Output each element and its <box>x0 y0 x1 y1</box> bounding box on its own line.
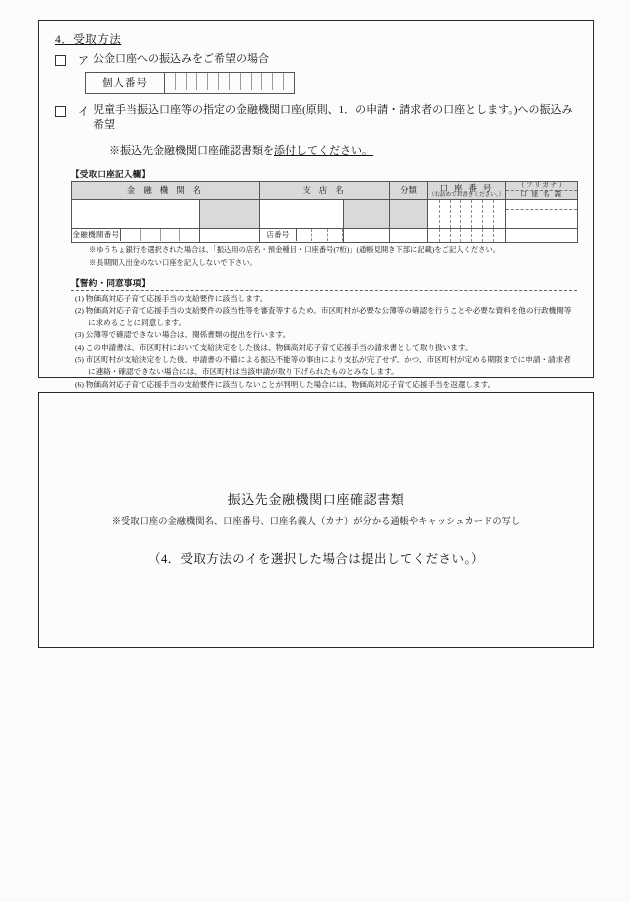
input-cell[interactable] <box>187 73 198 90</box>
input-cell[interactable] <box>180 229 199 241</box>
cell-bank-name-shaded <box>200 199 260 228</box>
cell-branch-name-input[interactable] <box>260 199 344 228</box>
pledge-title: 【誓約・同意事項】 <box>71 277 151 288</box>
option-a-checkbox[interactable] <box>55 55 66 66</box>
cell-category-code-shaded <box>390 228 428 242</box>
option-a-mark: ア <box>78 55 89 67</box>
input-cell[interactable] <box>219 73 230 90</box>
bank-code-cells[interactable] <box>121 229 199 241</box>
cell-account-holder-input[interactable] <box>506 210 577 227</box>
table-header-row <box>72 181 578 199</box>
input-cell[interactable] <box>121 229 141 241</box>
option-a-row[interactable] <box>55 52 583 68</box>
input-cell[interactable] <box>273 73 284 90</box>
col-header-category: 分類 <box>390 181 428 199</box>
pledge-item: (5) 市区町村が支給決定をした後、申請書の不備による振込不能等の事由により支払が完了せず、かつ、市区町村が定める期限までに申請・請求者に連絡・確認できない場合には、市区町村は当該申請が取り下げられたものとみなします。 <box>75 355 571 377</box>
bank-verification-panel <box>38 392 594 648</box>
input-cell[interactable] <box>165 73 176 90</box>
cell-branch-code-shaded <box>344 228 390 242</box>
bank-account-table[interactable] <box>71 181 578 243</box>
account-table-note: ※ゆうちょ銀行を選択された場合は、「振込用の店名・預金種目・口座番号(7桁)」(通帳見開き下部に記載)をご記入ください。 <box>89 244 501 254</box>
input-cell[interactable] <box>176 73 187 90</box>
bottom-panel-instruction: （4．受取方法のイを選択した場合は提出してください。） <box>148 552 484 566</box>
option-b-line2: 希望 <box>93 118 115 131</box>
account-table-notes <box>49 245 583 269</box>
col-header-account-number-note: （右詰めでお書きください。） <box>428 191 505 198</box>
col-header-bank-name: 金 融 機 関 名 <box>72 181 260 199</box>
pledge-item: (2) 物価高対応子育て応援手当の支給要件の該当性等を審査等するため、市区町村が必要な公簿等の確認を行うことや必要な資料を他の行政機関等に求めることに同意します。 <box>75 305 572 328</box>
bank-code-label: 金融機関番号 <box>72 230 120 240</box>
branch-code-cells[interactable] <box>297 229 343 241</box>
cell-account-number-bottom[interactable] <box>428 228 506 242</box>
my-number-field[interactable] <box>85 72 295 94</box>
section-title: 4．受取方法 <box>55 34 122 46</box>
cell-furigana-input[interactable] <box>506 200 577 210</box>
input-cell[interactable] <box>312 229 327 241</box>
cell-category-shaded <box>390 199 428 228</box>
input-cell[interactable] <box>197 73 208 90</box>
account-block-label: 【受取口座記入欄】 <box>71 168 151 179</box>
input-cell[interactable] <box>262 73 273 90</box>
option-b-checkbox[interactable] <box>55 106 66 117</box>
cell-branch-code[interactable] <box>260 228 344 242</box>
input-cell[interactable] <box>328 229 343 241</box>
col-header-account-holder: 口 座 名 義 <box>520 190 563 198</box>
cell-account-number-input[interactable] <box>428 199 506 228</box>
input-cell[interactable] <box>161 229 181 241</box>
cell-bank-name-input[interactable] <box>72 199 200 228</box>
branch-code-label: 店番号 <box>260 229 297 241</box>
input-cell[interactable] <box>252 73 263 90</box>
pledge-item: (3) 公簿等で確認できない場合は、関係書類の提出を行います。 <box>75 330 291 340</box>
my-number-label: 個人番号 <box>86 73 165 93</box>
input-cell[interactable] <box>284 73 294 90</box>
input-cell[interactable] <box>297 229 312 241</box>
col-header-branch-name: 支 店 名 <box>260 181 390 199</box>
cell-bank-code[interactable] <box>72 228 200 242</box>
option-b-line1: 児童手当振込口座等の指定の金融機関口座(原則、1．の申請・請求者の口座とします。)への振込み <box>93 104 573 116</box>
pledge-box <box>71 290 577 395</box>
attachment-note-prefix: ※振込先金融機関口座確認書類を <box>109 144 274 157</box>
pledge-item: (4) この申請書は、市区町村において支給決定をした後は、物価高対応子育て応援手当の請求書として取り扱います。 <box>75 342 473 352</box>
my-number-cells[interactable] <box>165 73 294 93</box>
option-b-mark: イ <box>78 106 89 118</box>
pledge-item: (6) 物価高対応子育て応援手当の支給要件に該当しないことが判明した場合には、物価高対応子育て応援手当を返還します。 <box>75 379 496 389</box>
col-header-account-number-text: 口 座 番 号 <box>439 183 494 193</box>
cell-account-holder-bottom[interactable] <box>506 228 578 242</box>
cell-branch-name-shaded <box>344 199 390 228</box>
table-code-row[interactable] <box>72 228 578 242</box>
input-cell[interactable] <box>141 229 161 241</box>
receipt-method-panel <box>38 20 594 389</box>
option-a-label: 公金口座への振込みをご希望の場合 <box>93 53 269 65</box>
col-header-account-number <box>428 181 506 199</box>
input-cell[interactable] <box>230 73 241 90</box>
option-b-row[interactable] <box>55 103 583 133</box>
attachment-note <box>109 142 583 158</box>
pledge-list <box>75 293 573 391</box>
bottom-panel-title: 振込先金融機関口座確認書類 <box>227 492 405 507</box>
col-header-furigana: （ フ リ ガ ナ ） <box>506 182 577 191</box>
attachment-note-underlined: 添付してください。 <box>274 144 373 157</box>
option-b-label <box>93 103 572 133</box>
col-header-furigana-holder <box>506 181 578 199</box>
table-entry-row[interactable] <box>72 199 578 228</box>
account-table-note: ※長期間入出金のない口座を記入しないで下さい。 <box>89 257 257 267</box>
bottom-panel-subtitle: ※受取口座の金融機関名、口座番号、口座名義人（カナ）が分かる通帳やキャッシュカードの写し <box>111 516 521 526</box>
cell-bank-code-shaded <box>200 228 260 242</box>
input-cell[interactable] <box>241 73 252 90</box>
input-cell[interactable] <box>208 73 219 90</box>
cell-furigana-holder-input[interactable] <box>506 199 578 228</box>
pledge-item: (1) 物価高対応子育て応援手当の支給要件に該当します。 <box>75 293 268 303</box>
